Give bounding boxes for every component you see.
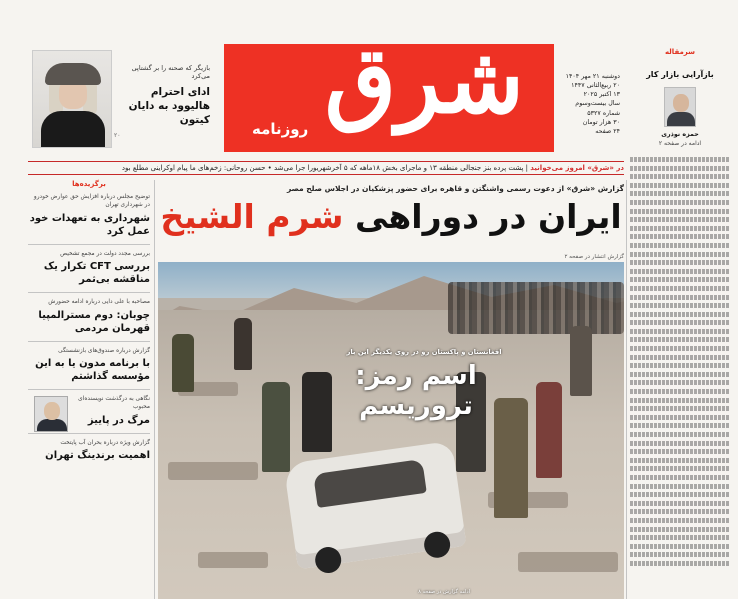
photo-person [262, 382, 290, 472]
news-item-title: مرگ در پاییز [87, 414, 150, 426]
column-divider [154, 180, 155, 599]
news-item-top: گزارش درباره صندوق‌های بازنشستگی [58, 347, 150, 354]
news-item[interactable] [28, 188, 150, 245]
promo-page-number: ۲۰ [114, 132, 121, 139]
masthead-logo[interactable] [224, 26, 554, 152]
photo-title-line-2: تروریسم [359, 390, 473, 421]
editorial-column [630, 48, 730, 599]
main-headline[interactable] [158, 198, 624, 236]
news-item-top: توضیح مجلس درباره افزایش حق عوارض خودرو در شهرداری تهران [33, 194, 150, 209]
news-item-photo [34, 396, 68, 432]
photo-credit: ادامه گزارش در صفحه ۸ [418, 589, 470, 595]
editorial-title[interactable]: بازآرایی بازار کار [646, 70, 714, 79]
destroyed-car [283, 441, 466, 570]
photo-person [172, 334, 194, 392]
ticker-lead: در «شرق» امروز می‌خوانید [530, 164, 624, 172]
issue-line: دوشنبه ۲۱ مهر ۱۴۰۴ [565, 73, 620, 80]
issue-line: ۱۳ اکتبر ۲۰۲۵ [583, 91, 620, 99]
photo-title [336, 362, 496, 422]
news-item[interactable] [28, 434, 150, 468]
rubble [518, 552, 618, 572]
issue-line: شماره ۵۳۲۷ [587, 109, 620, 117]
headline-ticker[interactable]: در «شرق» امروز می‌خوانید | پشت پرده بنز جنجالی منطقه ۱۳ و ماجرای بخش ۱۸ماهه که ۵ آخرشهریورا جرا می‌شد • حسن روحانی: زخم‌های ما پیام اوکراینی مطلع بود [28, 161, 624, 175]
main-story-credit: گزارش انتشار در صفحه ۲ [564, 254, 624, 260]
photo-person [570, 326, 592, 396]
photo-caption: افغانستان و پاکستان رو در روی یکدیگر این بار [346, 348, 502, 356]
photo-person [494, 398, 528, 518]
issue-line: ۳۰ هزار تومان [582, 118, 620, 126]
left-news-column [28, 180, 150, 599]
news-item[interactable] [28, 390, 150, 434]
news-item-title: بررسی CFT تکرار یک مناقشه بی‌ثمر [43, 261, 150, 286]
photo-person [234, 318, 252, 370]
editorial-kicker: سرمقاله [664, 48, 696, 56]
promo-photo [32, 50, 112, 148]
photo-person [536, 382, 562, 478]
news-item-top: مصاحبه با علی دایی درباره ادامه حضورش [48, 299, 150, 306]
news-item-title: شهرداری به تعهدات خود عمل کرد [29, 212, 150, 237]
news-item[interactable] [28, 342, 150, 390]
news-item-top: بررسی مجدد دولت در مجمع تشخیص [60, 250, 150, 257]
issue-line: سال بیست‌وسوم [575, 100, 620, 108]
editorial-continue[interactable]: ادامه در صفحه ۲ [658, 140, 702, 147]
promo-box[interactable] [28, 46, 210, 152]
news-item-top: گزارش ویژه درباره بحران آب پایتخت [60, 439, 150, 446]
news-item[interactable] [28, 245, 150, 293]
issue-line: ۲۰ ربیع‌الثانی ۱۴۴۷ [571, 82, 620, 90]
promo-kicker: بازیگر که صحنه را بر گشتاپی می‌کرد [131, 64, 210, 81]
photo-person [302, 372, 332, 452]
column-divider [626, 180, 627, 599]
news-item[interactable] [28, 293, 150, 341]
main-photo[interactable] [158, 262, 624, 599]
news-item-title: با برنامه مدون یا به این مؤسسه گذاشتم [35, 357, 150, 382]
rubble [198, 552, 268, 568]
ticker-text: پشت پرده بنز جنجالی منطقه ۱۳ و ماجرای بخش ۱۸ماهه که ۵ آخرشهریورا جرا می‌شد • حسن روحانی: زخم‌های ما پیام اوکراینی مطلع بود [121, 164, 524, 172]
editorial-body-text [630, 157, 730, 566]
main-story-deck: گزارش «شرق» از دعوت رسمی واشنگتن و قاهره برای حضور پزشکیان در اجلاس صلح مصر [286, 184, 624, 193]
photo-title-line-1: اسم رمز: [355, 361, 477, 391]
headline-black: ایران در دوراهی [355, 197, 622, 236]
news-item-title: اهمیت برندینگ تهران [45, 450, 150, 462]
left-column-kicker: برگزیده‌ها [72, 180, 106, 188]
author-photo [664, 87, 696, 127]
news-item-title: چوبان: دوم مسترالمپیا قهرمان مردمی [38, 309, 150, 334]
photo-crowd [448, 282, 624, 334]
news-item-top: نگاهی به درگذشت نویسنده‌ای محبوب [78, 395, 150, 411]
logo-subtitle: روزنامه [252, 120, 309, 138]
logo-wordmark: شرق [324, 26, 524, 134]
editorial-byline: حمزه نوذری [661, 131, 699, 138]
issue-line: ۲۴ صفحه [595, 127, 620, 135]
rubble [168, 462, 258, 480]
headline-red: شرم الشیخ [160, 197, 344, 236]
issue-info [552, 72, 620, 136]
promo-title: ادای احترام هالیوود به دایان کیتون [128, 85, 210, 127]
